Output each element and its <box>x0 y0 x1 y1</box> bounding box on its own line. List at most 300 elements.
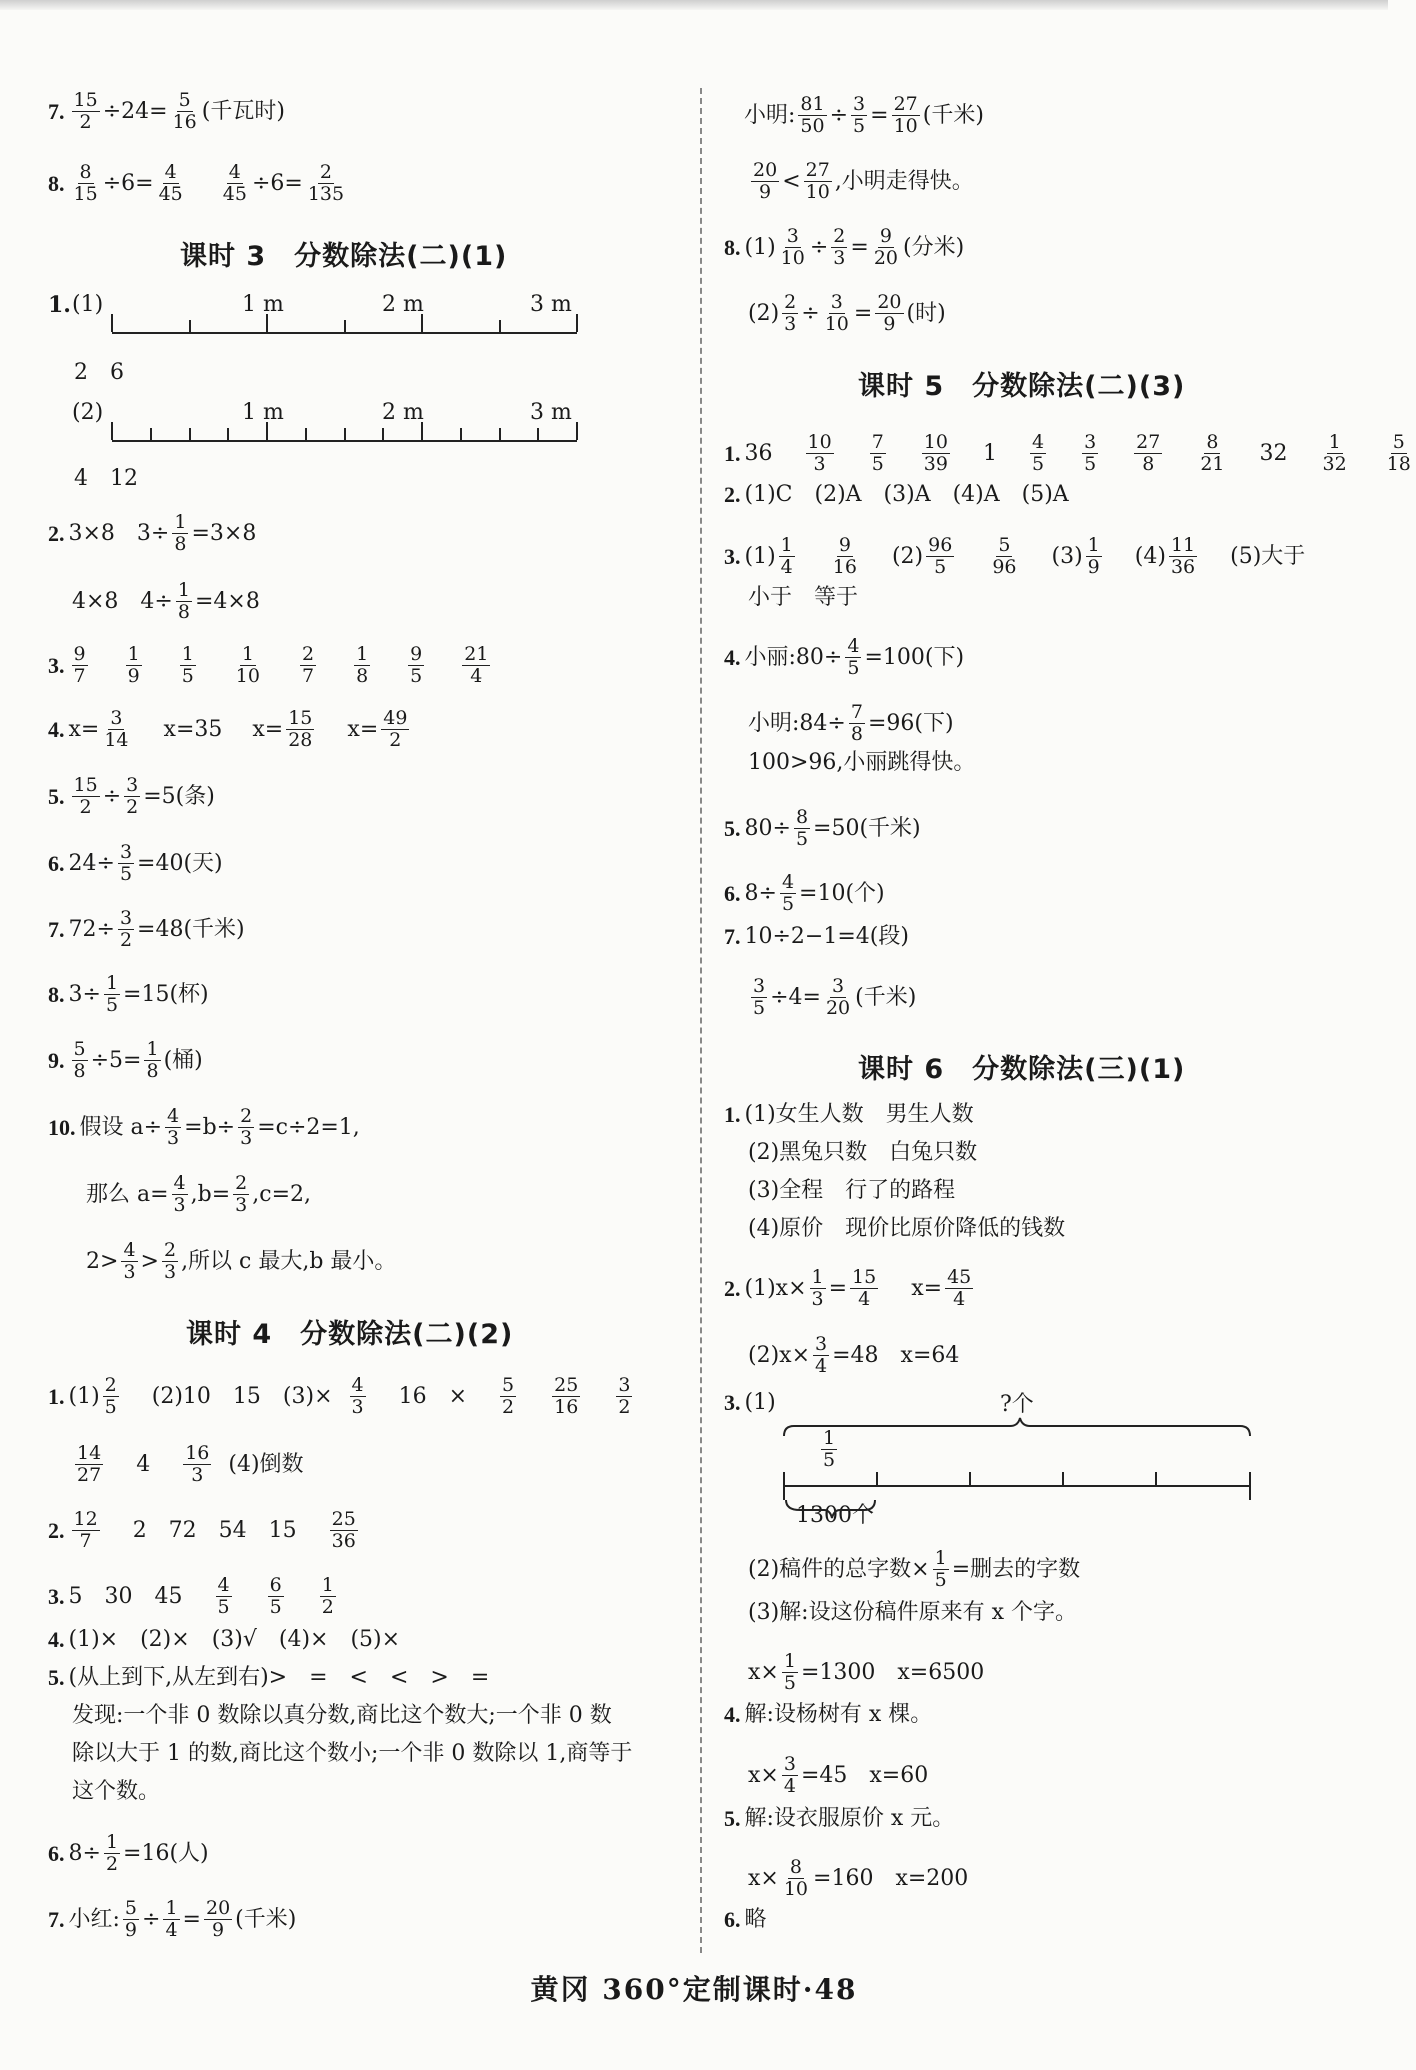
text-x4: x= <box>347 716 379 742</box>
denominator: 3 <box>240 1127 253 1149</box>
fraction-f3 <box>221 162 249 205</box>
text-t2: ÷ <box>829 102 849 128</box>
text-t1: 10÷2−1=4(段) <box>744 924 909 949</box>
text-t1: 小红: <box>68 1906 120 1932</box>
page-footer <box>0 1968 1388 2008</box>
question-number: 3. <box>48 1583 65 1609</box>
page-edge <box>0 0 1388 10</box>
numerator: 2 <box>784 291 797 313</box>
question-number: 1. <box>48 292 71 318</box>
answer-row-s4q5c <box>72 1741 632 1767</box>
numerator: 27 <box>893 93 918 115</box>
numerator: 3 <box>853 93 866 115</box>
fraction-f2 <box>144 1039 160 1082</box>
answer-row-s4q5a <box>48 1665 489 1691</box>
fraction-f <box>849 702 865 745</box>
numerator: 8 <box>1206 431 1219 453</box>
text-t1: 4 <box>136 1451 151 1477</box>
text-t1: 那么 a= <box>86 1181 169 1207</box>
numerator: 4 <box>781 871 795 893</box>
text-t3: x= <box>911 1275 943 1301</box>
fraction-f9 <box>1385 432 1413 475</box>
question-number: 1. <box>48 1383 65 1409</box>
text-t1: 72÷ <box>68 916 115 942</box>
denominator: 4 <box>780 556 793 578</box>
fraction-f <box>104 973 120 1016</box>
text-t1: (1) <box>744 234 776 260</box>
question-number: 4. <box>724 644 741 670</box>
text-t1: 解:设杨树有 x 棵。 <box>744 1702 933 1727</box>
text-t2: =96(下) <box>867 710 954 736</box>
numerator: 8 <box>79 161 92 183</box>
denominator: 10 <box>805 181 830 203</box>
numerator: 1 <box>1087 534 1100 556</box>
fraction-f4 <box>990 535 1018 578</box>
numerator: 11 <box>1170 534 1196 556</box>
numerator: 3 <box>783 1753 796 1775</box>
denominator: 7 <box>301 665 315 687</box>
fraction-1 <box>72 644 88 687</box>
numerator: 21 <box>464 643 489 665</box>
denominator: 8 <box>174 533 187 555</box>
numerator: 1 <box>934 1547 947 1569</box>
denominator: 5 <box>823 1449 836 1471</box>
numerator: 2 <box>163 1239 177 1261</box>
fraction-f5 <box>1086 535 1102 578</box>
question-number: 6. <box>48 1840 65 1866</box>
text-t1: < <box>782 168 801 194</box>
numerator: 14 <box>77 1442 102 1464</box>
numerator: 1 <box>177 579 190 601</box>
denominator: 2 <box>618 1396 631 1418</box>
denominator: 2 <box>126 796 139 818</box>
answer-row-s6q1b <box>748 1140 977 1166</box>
answer-row-s6q6 <box>724 1907 767 1933</box>
section-title: 课时 6 分数除法(三)(1) <box>858 1054 1186 1085</box>
denominator: 9 <box>759 181 772 203</box>
text-t4: (千米) <box>922 102 984 128</box>
text-t1: 3×8 3÷ <box>68 520 170 546</box>
text-t1: (从上到下,从左到右)> = < < > = <box>68 1665 490 1690</box>
denominator: 16 <box>172 111 197 133</box>
answer-row-s3q2b <box>72 580 260 623</box>
numerator: 7 <box>850 701 863 723</box>
text-t1: 小明: <box>744 102 796 128</box>
section-title: 课时 5 分数除法(二)(3) <box>858 371 1186 402</box>
denominator: 5 <box>795 828 809 850</box>
text-t1: (3)全程 行了的路程 <box>748 1178 956 1203</box>
text-t2: (4)倒数 <box>228 1451 304 1477</box>
text-t3: 16 × <box>398 1383 468 1409</box>
answer-row-s3q2a <box>48 512 256 555</box>
numerator: 8 <box>789 1856 802 1878</box>
fraction-f3 <box>872 226 900 269</box>
fraction-f3 <box>892 94 920 137</box>
denominator: 5 <box>871 453 884 475</box>
question-number: 3. <box>48 652 65 678</box>
denominator: 2 <box>79 796 92 818</box>
text-t3: = <box>850 234 869 260</box>
denominator: 10 <box>783 1878 809 1900</box>
fraction-f4 <box>552 1375 580 1418</box>
denominator: 9 <box>212 1919 225 1941</box>
text-t1: (2)黑兔只数 白兔只数 <box>748 1140 978 1165</box>
text-t1: ÷6= <box>102 170 154 196</box>
denominator: 5 <box>781 893 795 915</box>
denominator: 5 <box>934 1569 947 1591</box>
denominator: 8 <box>850 723 863 745</box>
text-t2: 1 <box>982 440 997 466</box>
text-t2: =40(天) <box>137 850 223 876</box>
numerator: 15 <box>288 707 313 729</box>
text-t3: 32 <box>1259 440 1288 466</box>
answer-row-s6q1d <box>748 1216 1065 1242</box>
denominator: 3 <box>811 1288 824 1310</box>
fraction-f1 <box>751 976 767 1019</box>
numerator: 4 <box>217 1574 230 1596</box>
text-t1: 100>96,小丽跳得快。 <box>748 750 976 775</box>
text-x2: x=35 <box>163 716 223 742</box>
numerator: 1 <box>321 1574 334 1596</box>
denominator: 45 <box>222 183 247 205</box>
denominator: 28 <box>288 729 313 751</box>
numerator: 5 <box>124 1897 138 1919</box>
fraction-f <box>782 1857 810 1900</box>
text-t2: =3×8 <box>191 520 257 546</box>
text-t2: =48 x=64 <box>832 1342 960 1368</box>
question-number: 5. <box>724 1806 741 1831</box>
answer-row-s5q3a <box>724 535 1305 578</box>
denominator: 8 <box>177 601 190 623</box>
fraction-f2 <box>850 1267 878 1310</box>
fraction-f2 <box>831 226 847 269</box>
text-t1: 5 30 45 <box>68 1583 183 1609</box>
text-t1: ÷4= <box>770 984 821 1010</box>
fraction-f3 <box>945 1267 973 1310</box>
numerator: 1 <box>241 643 254 665</box>
numerator: 1 <box>1328 431 1341 453</box>
denominator: 3 <box>191 1464 204 1486</box>
numerator: 10 <box>923 431 948 453</box>
question-number: 5. <box>48 783 65 809</box>
numerator: 1 <box>174 511 187 533</box>
denominator: 16 <box>832 556 857 578</box>
denominator: 3 <box>123 1261 136 1283</box>
numerator: 3 <box>126 774 139 796</box>
fraction-f1 <box>72 90 100 133</box>
numerator: 4 <box>847 635 860 657</box>
denominator: 5 <box>753 997 766 1019</box>
fraction-5 <box>300 644 316 687</box>
answer-row-s6q2a <box>724 1267 976 1310</box>
text-t1: (1)C (2)A (3)A (4)A (5)A <box>744 482 1069 507</box>
answer-row-s3q9 <box>48 1039 203 1082</box>
bar-diagram <box>780 1400 1260 1530</box>
answer-row-s5q3b <box>748 585 858 611</box>
denominator: 8 <box>356 665 369 687</box>
numerator: 9 <box>879 225 892 247</box>
question-number: 6. <box>724 1907 741 1932</box>
text-t3: = <box>870 102 889 128</box>
sub-label: (2) <box>72 400 104 425</box>
denominator: 5 <box>269 1596 282 1618</box>
numerator: 49 <box>383 707 408 729</box>
answer-row-s5q6 <box>724 872 885 915</box>
question-number: 10. <box>48 1114 76 1140</box>
text-t1: ÷5= <box>90 1047 142 1073</box>
fraction-f2 <box>831 535 859 578</box>
fraction-f1 <box>72 775 100 818</box>
fraction-f5 <box>616 1375 632 1418</box>
numerator: 2 <box>833 225 846 247</box>
numerator: 5 <box>178 89 191 111</box>
numerator: 10 <box>807 431 832 453</box>
text-t1: x× <box>748 1659 779 1685</box>
answer-row-s6q2b <box>748 1334 959 1377</box>
fraction-f1 <box>806 432 834 475</box>
numerator: 3 <box>830 291 843 313</box>
question-number: 9. <box>48 1047 65 1073</box>
denominator: 4 <box>783 1775 796 1797</box>
denominator: 2 <box>105 1853 119 1875</box>
denominator: 96 <box>992 556 1017 578</box>
text-t2: =45 x=60 <box>800 1762 929 1788</box>
fraction-f3 <box>875 292 903 335</box>
numerator: 1 <box>780 534 793 556</box>
numerator: 15 <box>73 89 98 111</box>
answer-row-s6q5b <box>748 1857 968 1900</box>
numerator: 45 <box>947 1266 972 1288</box>
text-t1: 小明:84÷ <box>748 710 846 736</box>
text-t1: 4×8 4÷ <box>72 588 173 614</box>
denominator: 8 <box>1142 453 1155 475</box>
fraction-f1 <box>72 1509 100 1552</box>
fraction-f3 <box>204 1898 232 1941</box>
text-t1: (2)x× <box>748 1342 811 1368</box>
text-t3: ,所以 c 最大,b 最小。 <box>181 1248 397 1274</box>
fraction-6 <box>354 644 370 687</box>
text-t2: =48(千米) <box>137 916 245 942</box>
text-t1: 24÷ <box>68 850 115 876</box>
fraction-f2 <box>824 976 852 1019</box>
numerator: 3 <box>618 1374 631 1396</box>
question-number: 1. <box>724 440 741 466</box>
denominator: 5 <box>783 1672 796 1694</box>
fraction-f2 <box>163 1898 179 1941</box>
denominator: 10 <box>235 665 260 687</box>
fraction-f1 <box>102 708 130 751</box>
fraction-f3 <box>926 535 954 578</box>
question-number: 4. <box>48 716 65 742</box>
answer-row-s6q1a <box>724 1102 974 1128</box>
denominator: 2 <box>502 1396 515 1418</box>
text-t1: x× <box>748 1865 779 1891</box>
fraction-f <box>933 1548 949 1591</box>
fraction-f2 <box>823 292 851 335</box>
text-t1: (4)原价 现价比原价降低的钱数 <box>748 1216 1066 1241</box>
numerator: 9 <box>410 643 423 665</box>
text-t2: = <box>828 1275 848 1301</box>
numerator: 25 <box>554 1374 579 1396</box>
fraction-f1 <box>75 1443 103 1486</box>
text-t3: =c÷2=1, <box>257 1114 360 1140</box>
fraction-f2 <box>851 94 867 137</box>
answer-row-s4q1a <box>48 1375 635 1418</box>
denominator: 20 <box>825 997 851 1019</box>
denominator: 9 <box>883 313 896 335</box>
numerator: 9 <box>838 534 851 556</box>
denominator: 2 <box>79 111 92 133</box>
numerator: 1 <box>783 1650 796 1672</box>
text-t1: 8÷ <box>68 1840 101 1866</box>
denominator: 45 <box>158 183 183 205</box>
answer-row-r8b <box>748 292 946 335</box>
fraction-f8 <box>1321 432 1349 475</box>
numerator: 4 <box>1031 431 1045 453</box>
question-number: 7. <box>48 1906 65 1932</box>
answer-row-s6q3d <box>748 1651 984 1694</box>
numerator: 96 <box>928 534 953 556</box>
answer-row-s5q4c <box>748 750 975 776</box>
denominator: 21 <box>1200 453 1225 475</box>
denominator: 3 <box>167 1127 180 1149</box>
fraction-f <box>118 842 134 885</box>
numerator: 4 <box>164 161 177 183</box>
denominator: 5 <box>105 994 119 1016</box>
numerator: 3 <box>110 707 123 729</box>
denominator: 2 <box>119 929 133 951</box>
question-number: 3. <box>724 1390 741 1415</box>
fraction-f <box>794 807 810 850</box>
denominator: 27 <box>77 1464 102 1486</box>
numerator: 8 <box>795 806 809 828</box>
fraction-8 <box>462 644 490 687</box>
answer-row-s4q5d <box>72 1779 160 1805</box>
denominator: 36 <box>331 1530 356 1552</box>
text-x3: x= <box>252 716 284 742</box>
denominator: 3 <box>784 313 797 335</box>
question-number: 1. <box>724 1102 741 1127</box>
answer-row-s5q1 <box>724 432 1416 475</box>
numerator: 16 <box>185 1442 210 1464</box>
answer-row-s3q8 <box>48 973 209 1016</box>
numerator: 2 <box>235 1172 248 1194</box>
numerator: 3 <box>119 907 133 929</box>
answer-row-s3q5 <box>48 775 215 818</box>
numerator: 4 <box>123 1239 136 1261</box>
answer-row-s3q10a <box>48 1106 360 1149</box>
fraction-f6 <box>1134 432 1162 475</box>
text-t2: (千瓦时) <box>201 98 285 124</box>
fraction-f3 <box>320 1575 336 1618</box>
answer-row-r2 <box>748 160 974 203</box>
numerator: 1 <box>823 1427 836 1449</box>
numerator: 20 <box>205 1897 231 1919</box>
answer-row-s6q5a <box>724 1806 954 1832</box>
question-number: 7. <box>48 916 65 942</box>
text-t2: =10(个) <box>799 880 885 906</box>
numerator: 1 <box>105 1831 119 1853</box>
text-t2: =4×8 <box>194 588 260 614</box>
numerator: 3 <box>753 975 766 997</box>
denominator: 4 <box>815 1355 828 1377</box>
text-t3: = <box>853 300 873 326</box>
page-number: ·48 <box>802 1973 858 2006</box>
text-t2: =100(下) <box>864 644 965 670</box>
text-t1: x× <box>748 1762 779 1788</box>
text-t1: (1) <box>68 1383 100 1409</box>
question-number: 6. <box>48 850 65 876</box>
denominator: 9 <box>127 665 140 687</box>
text-t3: = <box>182 1906 201 1932</box>
text-t1: (1)× (2)× (3)√ (4)× (5)× <box>68 1627 401 1652</box>
text-t3: ,c=2, <box>252 1181 311 1207</box>
fraction-f1 <box>72 162 100 205</box>
question-number: 2. <box>724 1275 741 1301</box>
fraction-f1 <box>751 160 779 203</box>
fraction-f4 <box>1030 432 1046 475</box>
answer-row-s5q4a <box>724 636 964 679</box>
denominator: 15 <box>73 183 98 205</box>
text-t1: (2)稿件的总字数× <box>748 1556 930 1582</box>
text-t1: 80÷ <box>744 815 791 841</box>
denominator: 5 <box>410 665 423 687</box>
numerator: 3 <box>832 975 845 997</box>
denominator: 3 <box>813 453 826 475</box>
denominator: 3 <box>163 1261 177 1283</box>
denominator: 7 <box>73 665 86 687</box>
answer-row-s5q5 <box>724 807 921 850</box>
denominator: 8 <box>146 1060 159 1082</box>
text-t2: ÷ <box>801 300 820 326</box>
numerator: 2 <box>240 1105 253 1127</box>
answer-row-s3q6 <box>48 842 223 885</box>
answer-row-s4q1b <box>72 1443 304 1486</box>
denominator: 5 <box>1031 453 1045 475</box>
denominator: 20 <box>873 247 899 269</box>
fraction-f1 <box>165 1106 181 1149</box>
answer-row-s3q10c <box>86 1240 396 1283</box>
denominator: 3 <box>833 247 846 269</box>
denominator: 16 <box>554 1396 579 1418</box>
numerator: 4 <box>228 161 241 183</box>
answer-row-s4q3 <box>48 1575 339 1618</box>
answer-row-s4q7 <box>48 1898 296 1941</box>
text-t1: (1)x× <box>744 1275 807 1301</box>
numerator: 25 <box>331 1508 356 1530</box>
fraction-f <box>845 636 861 679</box>
answer-row-s5q7a <box>724 924 909 950</box>
fraction-f2 <box>350 1375 366 1418</box>
text-t1: ÷ <box>102 783 122 809</box>
fraction-f2 <box>124 775 140 818</box>
denominator: 3 <box>351 1396 364 1418</box>
fraction-f1 <box>779 535 795 578</box>
ruler-2 <box>112 398 577 448</box>
text-t1: ÷24= <box>102 98 168 124</box>
numerator: 6 <box>269 1574 282 1596</box>
footer-brand: 黄冈 360°定制课时 <box>530 1973 803 2006</box>
answer-row-s3q10b <box>86 1173 311 1216</box>
ruler-label-3m: 3 m <box>530 400 572 425</box>
text-t1: 2> <box>86 1248 119 1274</box>
question-number: 8. <box>48 170 65 196</box>
diagram-length: 1300个 <box>796 1503 874 1528</box>
text-t1: (1) <box>744 1390 776 1415</box>
answer-row-s5q7b <box>748 976 916 1019</box>
numerator: 1 <box>356 643 369 665</box>
text-t2: =删去的字数 <box>951 1556 1081 1582</box>
